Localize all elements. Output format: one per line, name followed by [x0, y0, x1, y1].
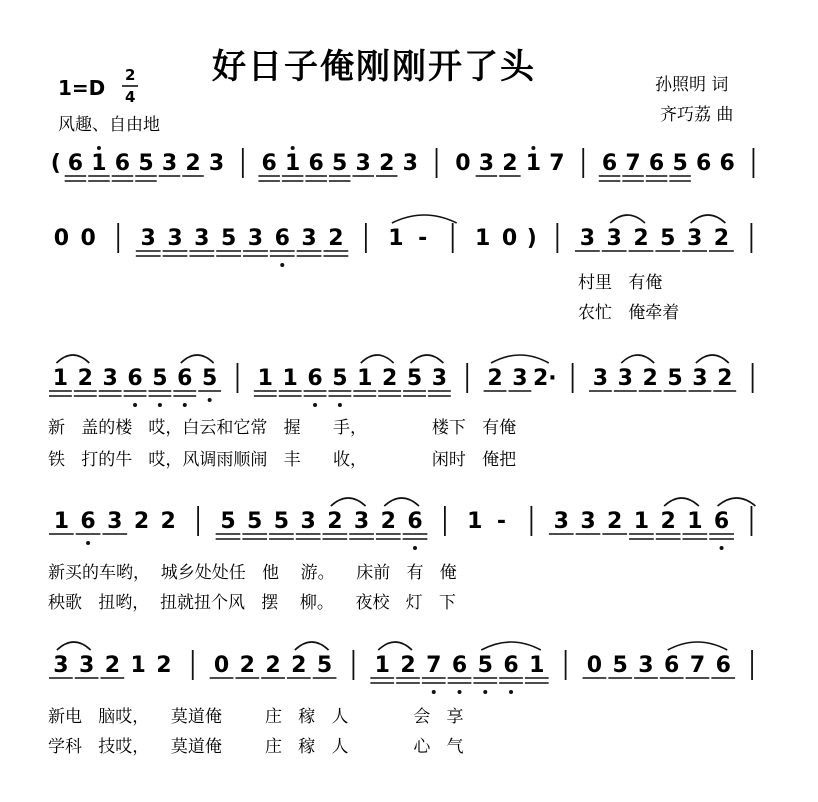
note: 3	[353, 509, 370, 534]
note: 2	[156, 653, 172, 678]
note: 3	[512, 366, 528, 391]
note: 6	[601, 151, 618, 176]
note: 3	[53, 653, 69, 678]
note: 2	[607, 509, 623, 534]
lyric-line: 铁 打的牛 哎，风调雨顺闹 丰 收， 闲时 俺把	[48, 450, 517, 470]
note: 3	[102, 366, 118, 391]
note: 5	[201, 366, 218, 391]
note: 5	[220, 226, 237, 251]
low-octave-dot	[86, 541, 90, 545]
low-octave-dot	[720, 546, 724, 550]
note: 5	[672, 151, 688, 176]
note: 2·	[532, 366, 557, 391]
note: 6	[407, 509, 423, 534]
note: 2	[379, 151, 395, 176]
note: 5	[332, 151, 348, 176]
tie-arc	[361, 355, 394, 363]
tie-arc	[621, 355, 654, 363]
note: -	[496, 509, 507, 534]
note: 1	[91, 151, 107, 176]
low-octave-dot	[509, 690, 513, 694]
note: 5	[138, 151, 154, 176]
low-octave-dot	[183, 403, 187, 407]
tie-arc	[411, 355, 444, 363]
note: 6	[664, 653, 680, 678]
note: 2	[642, 366, 658, 391]
note: 5	[152, 366, 168, 391]
note: 3	[592, 366, 609, 391]
tie-arc	[56, 355, 89, 363]
tie-arc	[696, 355, 729, 363]
lyric-line: 新电 脑哎， 莫道俺 庄 稼 人 会 享	[48, 707, 464, 727]
tie-arc	[664, 498, 699, 506]
note: 3	[107, 509, 123, 534]
lyric-line: 学科 技哎， 莫道俺 庄 稼 人 心 气	[48, 737, 464, 757]
note: 6	[695, 151, 712, 176]
note: 1	[633, 509, 650, 534]
note: 2	[400, 653, 416, 678]
high-octave-dot	[531, 146, 535, 150]
tie-arc	[718, 498, 756, 506]
note: 2	[381, 366, 398, 391]
note: 6	[307, 366, 323, 391]
note: 1	[130, 653, 146, 678]
note: 2	[185, 151, 201, 176]
note: 1	[475, 226, 491, 251]
tie-arc	[378, 642, 412, 650]
low-octave-dot	[313, 403, 317, 407]
song-title: 好日子俺刚刚开了头	[212, 47, 536, 87]
note: 6	[719, 151, 735, 176]
note: 5	[332, 366, 348, 391]
time-signature-top: 2	[125, 66, 136, 84]
note: 3	[161, 151, 178, 176]
note: 2	[291, 653, 307, 678]
note: 5	[477, 653, 493, 678]
low-octave-dot	[208, 398, 212, 402]
note: 3	[140, 226, 156, 251]
lyricist-credit: 孙照明 词	[655, 75, 729, 95]
note: 6	[308, 151, 324, 176]
lyric-line: 新 盖的楼 哎，白云和它常 握 手， 楼下 有俺	[48, 418, 517, 438]
note: 6	[127, 366, 143, 391]
note: 3	[553, 509, 569, 534]
note: 3	[301, 226, 317, 251]
note: 1	[525, 151, 542, 176]
note: 6	[713, 509, 730, 534]
low-octave-dot	[158, 403, 162, 407]
low-octave-dot	[280, 263, 284, 267]
note: 0	[53, 226, 70, 251]
tie-arc	[57, 642, 91, 650]
note: 1	[282, 366, 298, 391]
lyric-line: 农忙 俺牵着	[578, 303, 680, 323]
key-signature: 1=D	[58, 76, 106, 100]
note: 1	[257, 366, 273, 391]
note: 3	[194, 226, 210, 251]
note: 3	[579, 226, 596, 251]
notation-body	[48, 146, 755, 757]
note: 3	[638, 653, 654, 678]
note: 6	[67, 151, 84, 176]
note: 3	[580, 509, 596, 534]
note: 2	[633, 226, 649, 251]
tie-arc	[295, 642, 329, 650]
note: 7	[689, 653, 706, 678]
note: 3	[617, 366, 633, 391]
tie-arc	[668, 642, 728, 650]
note: 3	[606, 226, 622, 251]
lyric-line: 新买的车哟， 城乡处处任 他 游。 床前 有 俺	[48, 563, 457, 583]
note: 3	[78, 653, 95, 678]
lyric-line: 村里 有俺	[578, 273, 663, 293]
note: 6	[80, 509, 96, 534]
note: 3	[692, 366, 708, 391]
note: 2	[717, 366, 733, 391]
composer-credit: 齐巧荔 曲	[660, 105, 734, 125]
note: )	[526, 226, 537, 251]
note: 2	[487, 366, 503, 391]
tie-arc	[691, 215, 726, 223]
note: 5	[660, 226, 676, 251]
note: 3	[167, 226, 183, 251]
note: 6	[177, 366, 193, 391]
note: 3	[431, 366, 448, 391]
note: 2	[104, 653, 121, 678]
low-octave-dot	[413, 546, 417, 550]
note: 2	[328, 226, 344, 251]
note: 5	[247, 509, 263, 534]
note: 6	[715, 653, 731, 678]
note: 6	[648, 151, 665, 176]
note: 2	[502, 151, 518, 176]
tie-arc	[610, 215, 645, 223]
note: 7	[426, 653, 442, 678]
note: 2	[660, 509, 676, 534]
note: 6	[261, 151, 277, 176]
note: 3	[402, 151, 418, 176]
note: 5	[220, 509, 236, 534]
note: 0	[501, 226, 518, 251]
note: 0	[455, 151, 471, 176]
note: 1	[374, 653, 390, 678]
note: 1	[285, 151, 301, 176]
note: (	[50, 151, 61, 176]
note: 6	[503, 653, 519, 678]
note: 2	[160, 509, 176, 534]
low-octave-dot	[458, 690, 462, 694]
note: 5	[406, 366, 423, 391]
note: 1	[529, 653, 545, 678]
note: 6	[274, 226, 290, 251]
note: 2	[133, 509, 150, 534]
note: 1	[52, 366, 69, 391]
tie-arc	[384, 498, 419, 506]
note: 0	[213, 653, 230, 678]
note: 2	[327, 509, 343, 534]
note: 7	[549, 151, 565, 176]
note: 3	[300, 509, 316, 534]
note: 0	[80, 226, 96, 251]
note: 3	[478, 151, 495, 176]
note: 2	[77, 366, 93, 391]
note: 3	[208, 151, 225, 176]
note: 5	[612, 653, 628, 678]
tie-arc	[392, 215, 457, 223]
note: 0	[586, 653, 603, 678]
lyric-line: 秧歌 扭哟， 扭就扭个风 摆 柳。 夜校 灯 下	[48, 593, 456, 613]
note: 3	[355, 151, 371, 176]
note: 3	[247, 226, 264, 251]
note: 1	[388, 226, 404, 251]
note: 1	[687, 509, 703, 534]
high-octave-dot	[97, 146, 101, 150]
tie-arc	[491, 355, 549, 363]
note: 5	[316, 653, 333, 678]
note: 2	[713, 226, 730, 251]
note: 2	[265, 653, 281, 678]
tie-arc	[481, 642, 541, 650]
low-octave-dot	[133, 403, 137, 407]
high-octave-dot	[291, 146, 295, 150]
low-octave-dot	[483, 690, 487, 694]
time-signature-bottom: 4	[125, 88, 136, 106]
note: 1	[467, 509, 483, 534]
note: 5	[667, 366, 683, 391]
note: 3	[686, 226, 703, 251]
tempo-marking: 风趣、自由地	[58, 115, 160, 135]
note: 5	[273, 509, 290, 534]
note: 6	[114, 151, 131, 176]
tie-arc	[181, 355, 214, 363]
note: 2	[380, 509, 396, 534]
low-octave-dot	[432, 690, 436, 694]
tie-arc	[331, 498, 366, 506]
note: 7	[625, 151, 641, 176]
low-octave-dot	[338, 403, 342, 407]
note: 6	[451, 653, 468, 678]
note: 1	[53, 509, 70, 534]
note: -	[418, 226, 428, 251]
note: 1	[357, 366, 373, 391]
note: 2	[239, 653, 255, 678]
